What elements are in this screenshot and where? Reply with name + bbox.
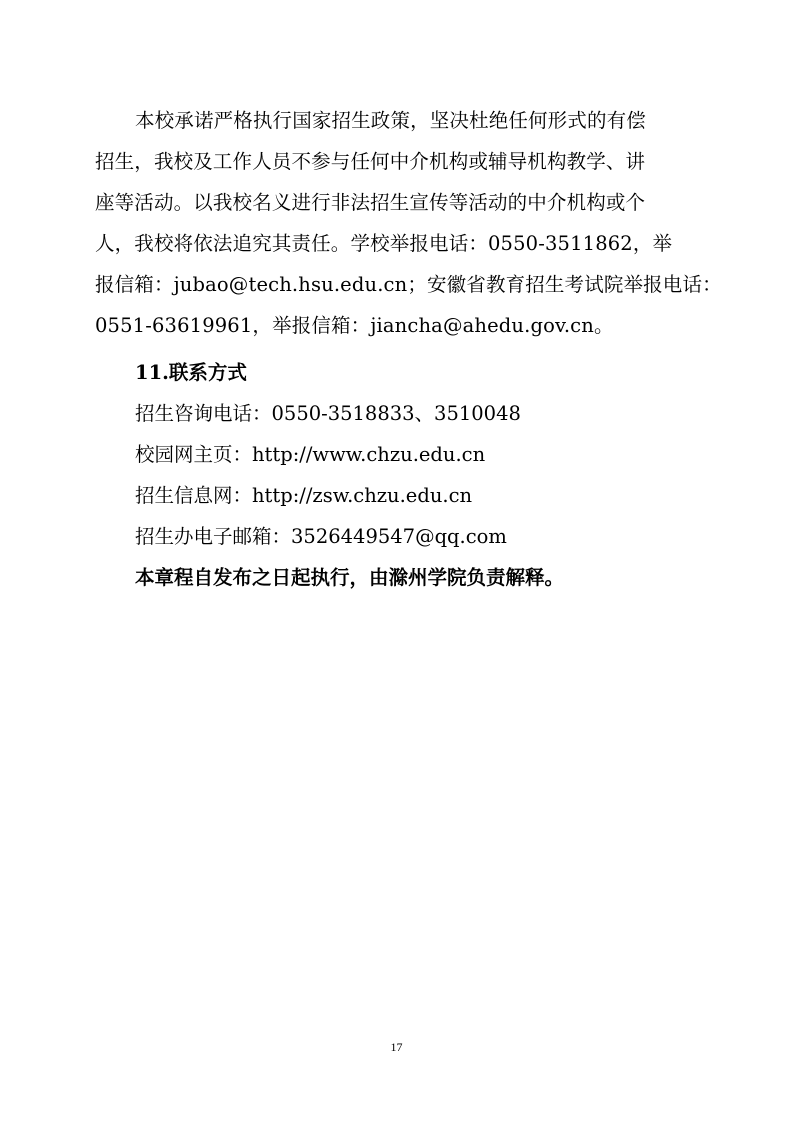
paragraph-line: 招生，我校及工作人员不参与任何中介机构或辅导机构教学、讲 [95,150,646,173]
document-body [95,100,722,598]
paragraph-line: 0551-63619961，举报信箱：jiancha@ahedu.gov.cn。 [95,314,614,337]
closing-statement: 本章程自发布之日起执行，由滁州学院负责解释。 [135,566,565,589]
section-heading: 11.联系方式 [135,361,247,384]
paragraph-line: 本校承诺严格执行国家招生政策，坚决杜绝任何形式的有偿 [135,109,646,132]
page-number: 17 [390,1040,403,1054]
paragraph-line: 人，我校将依法追究其责任。学校举报电话：0550-3511862，举 [95,232,673,255]
contact-list [95,393,705,557]
paragraph-line: 座等活动。以我校名义进行非法招生宣传等活动的中介机构或个 [95,191,646,214]
contact-homepage: 校园网主页：http://www.chzu.edu.cn [135,443,486,466]
contact-email: 招生办电子邮箱：3526449547@qq.com [135,525,507,548]
contact-phone: 招生咨询电话：0550-3518833、3510048 [135,402,521,425]
contact-admissions-site: 招生信息网：http://zsw.chzu.edu.cn [135,484,473,507]
policy-paragraph [95,100,722,346]
paragraph-line: 报信箱：jubao@tech.hsu.edu.cn；安徽省教育招生考试院举报电话： [95,273,722,296]
